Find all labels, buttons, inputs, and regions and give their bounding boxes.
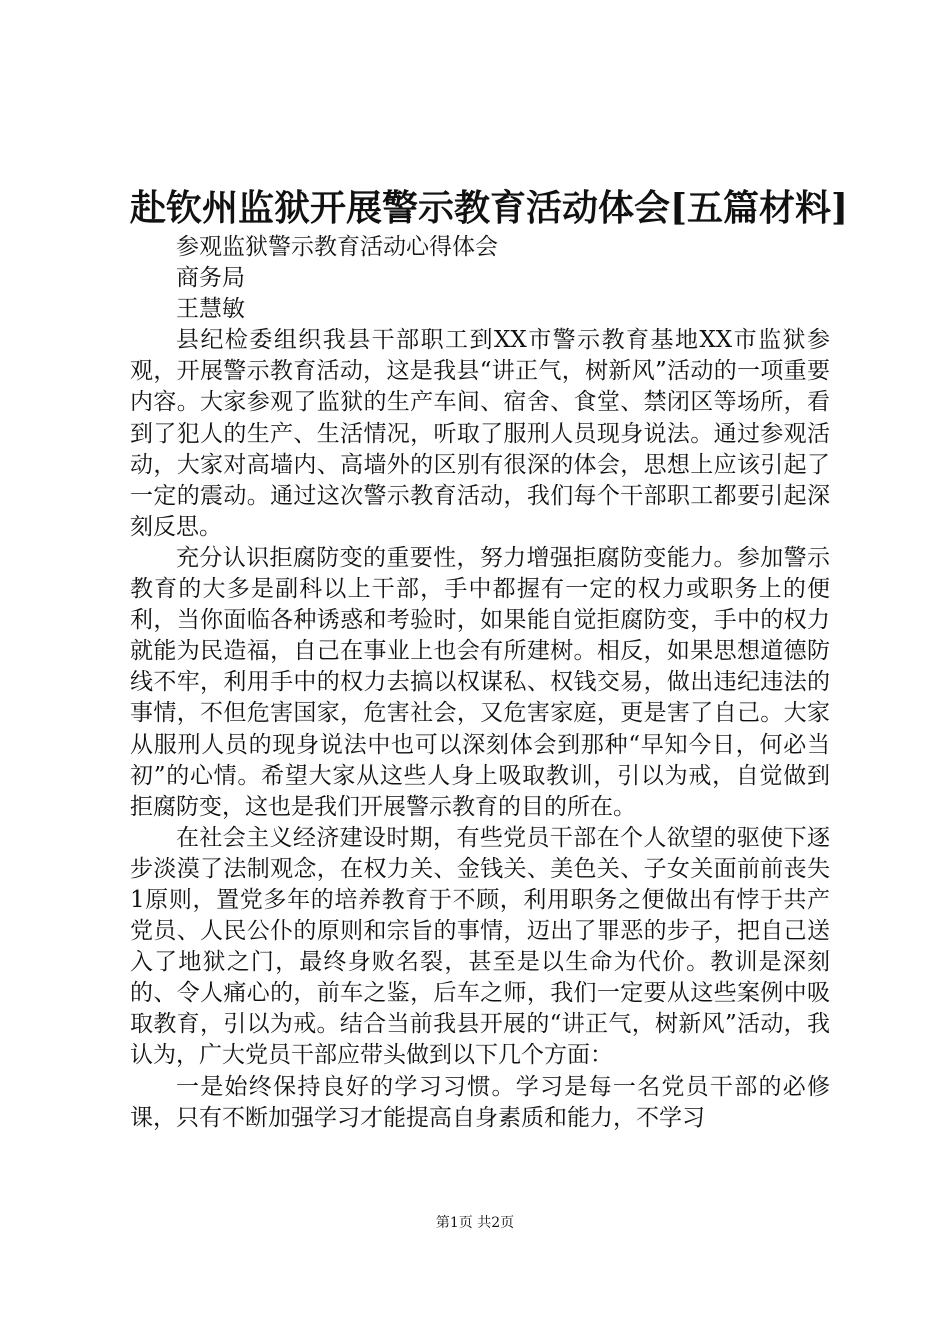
paragraph: 在社会主义经济建设时期，有些党员干部在个人欲望的驱使下逐步淡漠了法制观念，在权力关、金钱关、美色关、子女关面前前丧失1原则，置党多年的培养教育于不顾，利用职务之便做出有悖于共产党员、人民公仆的原则和宗旨的事情，迈出了罪恶的步子，把自己送入了地狱之门，最终身败名裂，甚至是以生命为代价。教训是深刻的、令人痛心的，前车之鉴，后车之师，我们一定要从这些案例中吸取教育，引以为戒。结合当前我县开展的“讲正气，树新风”活动，我认为，广大党员干部应带头做到以下几个方面：	[130, 824, 830, 1069]
subtitle: 参观监狱警示教育活动心得体会	[176, 234, 498, 260]
page-number: 第1页 共2页	[435, 1215, 515, 1231]
department: 商务局	[176, 265, 245, 292]
paragraph: 充分认识拒腐防变的重要性，努力增强拒腐防变能力。参加警示教育的大多是副科以上干部，手中都握有一定的权力或职务上的便利，当你面临各种诱惑和考验时，如果能自觉拒腐防变，手中的权力就能为民造福，自己在事业上也会有所建树。相反，如果思想道德防线不牢，利用手中的权力去搞以权谋私、权钱交易，做出违纪违法的事情，不但危害国家，危害社会，又危害家庭，更是害了自己。大家从服刑人员的现身说法中也可以深刻体会到那种“早知今日，何必当初”的心情。希望大家从这些人身上吸取教训，引以为戒，自觉做到拒腐防变，这也是我们开展警示教育的目的所在。	[130, 544, 830, 820]
paragraph: 一是始终保持良好的学习习惯。学习是每一名党员干部的必修课，只有不断加强学习才能提高自身素质和能力，不学习	[130, 1073, 830, 1131]
document-body	[130, 232, 830, 1134]
paragraph: 县纪检委组织我县干部职工到XX市警示教育基地XX市监狱参观，开展警示教育活动，这是我县“讲正气，树新风”活动的一项重要内容。大家参观了监狱的生产车间、宿舍、食堂、禁闭区等场所，看到了犯人的生产、生活情况，听取了服刑人员现身说法。通过参观活动，大家对高墙内、高墙外的区别有很深的体会，思想上应该引起了一定的震动。通过这次警示教育活动，我们每个干部职工都要引起深刻反思。	[130, 327, 830, 540]
document-title: 赴钦州监狱开展警示教育活动体会[五篇材料]	[130, 187, 849, 229]
author: 王慧敏	[176, 296, 245, 323]
